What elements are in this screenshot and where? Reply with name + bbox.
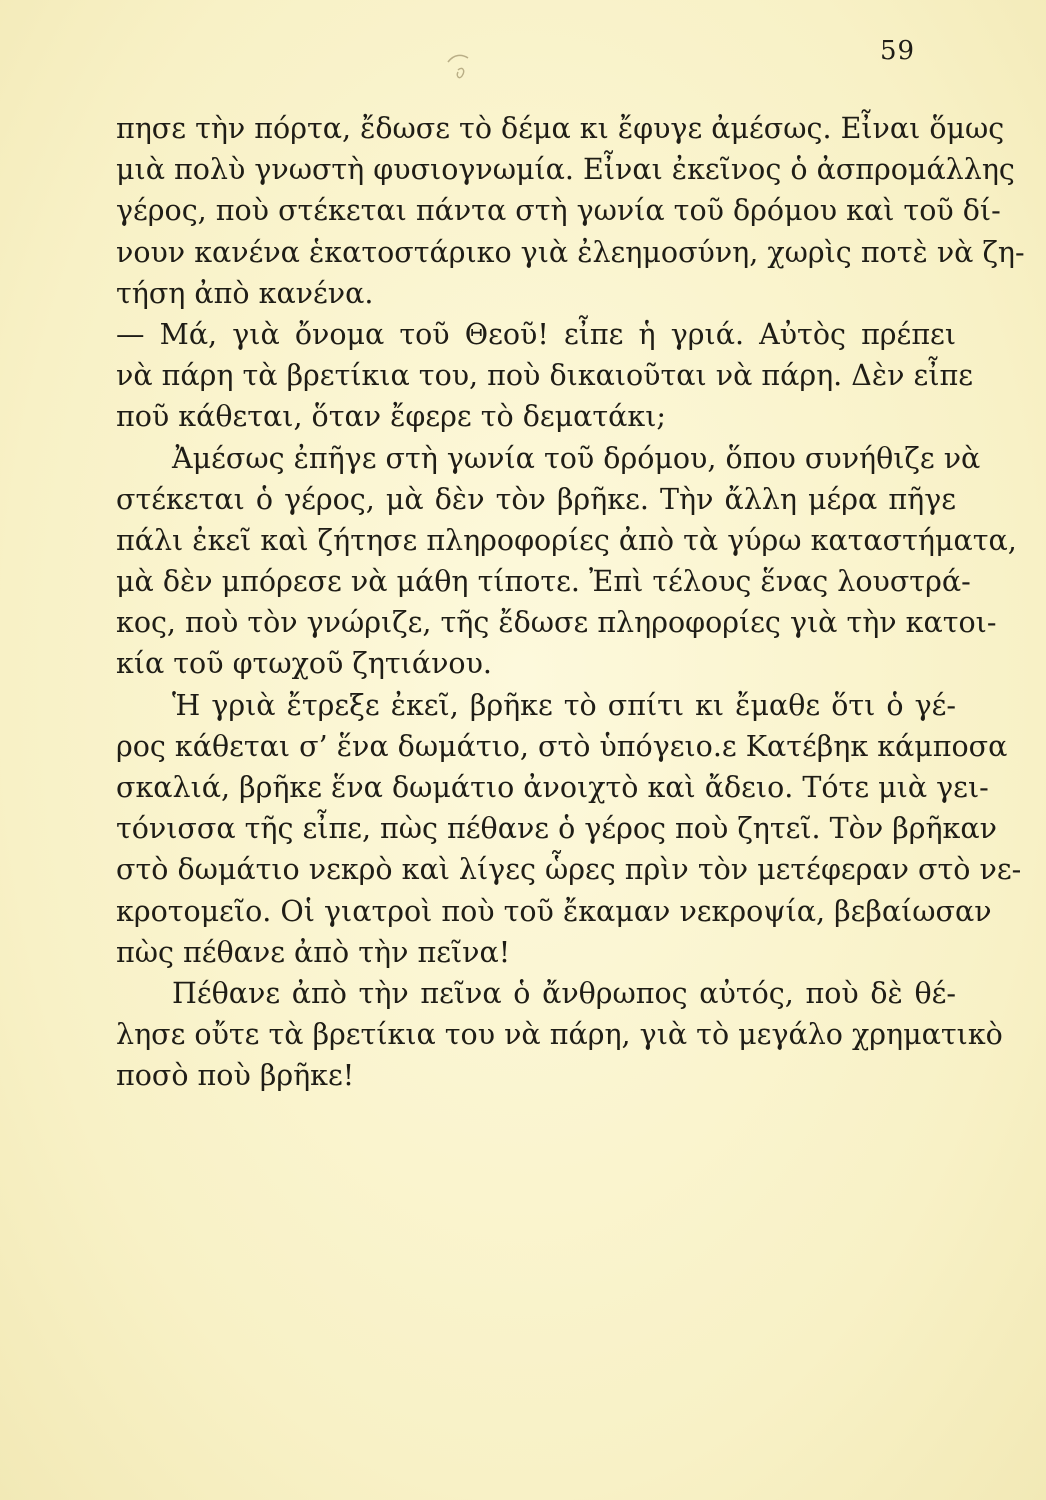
- text-line: λησε οὔτε τὰ βρετίκια του νὰ πάρη, γιὰ τὸ μεγάλο χρηματικὸ: [116, 1018, 1003, 1052]
- paragraph-1: [116, 108, 1025, 314]
- text-line: πησε τὴν πόρτα, ἔδωσε τὸ δέμα κι ἔφυγε ἀμέσως. Εἶναι ὅμως: [116, 112, 1005, 145]
- text-line: πὼς πέθανε ἀπὸ τὴν πεῖνα!: [116, 935, 511, 969]
- paragraph-5: [116, 973, 1003, 1097]
- text-line: πάλι ἐκεῖ καὶ ζήτησε πληροφορίες ἀπὸ τὰ γύρω καταστήματα,: [116, 523, 1017, 557]
- text-line: σκαλιά, βρῆκε ἕνα δωμάτιο ἀνοιχτὸ καὶ ἄδειο. Τότε μιὰ γει-: [116, 771, 989, 804]
- text-line: μὰ δὲν μπόρεσε νὰ μάθη τίποτε. Ἐπὶ τέλους ἕνας λουστρά-: [116, 565, 971, 599]
- text-line: στὸ δωμάτιο νεκρὸ καὶ λίγες ὧρες πρὶν τὸν μετέφεραν στὸ νε-: [116, 853, 1022, 887]
- text-line: ρος κάθεται σ’ ἕνα δωμάτιο, στὸ ὑπόγειο.ε Κατέβηκ κάμποσα: [116, 729, 1008, 763]
- text-line: νὰ πάρη τὰ βρετίκια του, ποὺ δικαιοῦται νὰ πάρη. Δὲν εἶπε: [116, 359, 973, 393]
- text-line: ποῦ κάθεται, ὅταν ἔφερε τὸ δεματάκι;: [116, 400, 666, 434]
- text-line: κροτομεῖο. Οἱ γιατροὶ ποὺ τοῦ ἔκαμαν νεκροψία, βεβαίωσαν: [116, 894, 992, 928]
- text-line: στέκεται ὁ γέρος, μὰ δὲν τὸν βρῆκε. Τὴν ἄλλη μέρα πῆγε: [116, 482, 956, 516]
- text-line: Ἡ γριὰ ἔτρεξε ἐκεῖ, βρῆκε τὸ σπίτι κι ἔμαθε ὅτι ὁ γέ-: [172, 688, 956, 722]
- text-line: Πέθανε ἀπὸ τὴν πεῖνα ὁ ἄνθρωπος αὐτός, ποὺ δὲ θέ-: [172, 976, 956, 1010]
- text-line: νουν κανένα ἑκατοστάρικο γιὰ ἐλεημοσύνη, χωρὶς ποτὲ νὰ ζη-: [116, 235, 1025, 269]
- ornament-icon: [440, 48, 480, 88]
- text-line: — Μά, γιὰ ὄνομα τοῦ Θεοῦ! εἶπε ἡ γριά. Αὐτὸς πρέπει: [116, 317, 956, 351]
- paragraph-3: [116, 438, 1017, 685]
- text-line: γέρος, ποὺ στέκεται πάντα στὴ γωνία τοῦ δρόμου καὶ τοῦ δί-: [116, 194, 1001, 228]
- text-line: τόνισσα τῆς εἶπε, πὼς πέθανε ὁ γέρος ποὺ ζητεῖ. Τὸν βρῆκαν: [116, 812, 997, 846]
- text-line: κία τοῦ φτωχοῦ ζητιάνου.: [116, 647, 492, 681]
- text-line: Ἀμέσως ἐπῆγε στὴ γωνία τοῦ δρόμου, ὅπου συνήθιζε νὰ: [172, 441, 981, 475]
- text-line: ποσὸ ποὺ βρῆκε!: [116, 1059, 355, 1093]
- paragraph-4: [116, 685, 1022, 973]
- text-line: μιὰ πολὺ γνωστὴ φυσιογνωμία. Εἶναι ἐκεῖνος ὁ ἀσπρομάλλης: [116, 153, 1015, 187]
- text-line: τήση ἀπὸ κανένα.: [116, 276, 374, 310]
- page-number: 59: [880, 36, 916, 66]
- text-line: κος, ποὺ τὸν γνώριζε, τῆς ἔδωσε πληροφορίες γιὰ τὴν κατοι-: [116, 606, 997, 640]
- body-text: [116, 108, 1025, 1097]
- paragraph-2: [116, 314, 973, 438]
